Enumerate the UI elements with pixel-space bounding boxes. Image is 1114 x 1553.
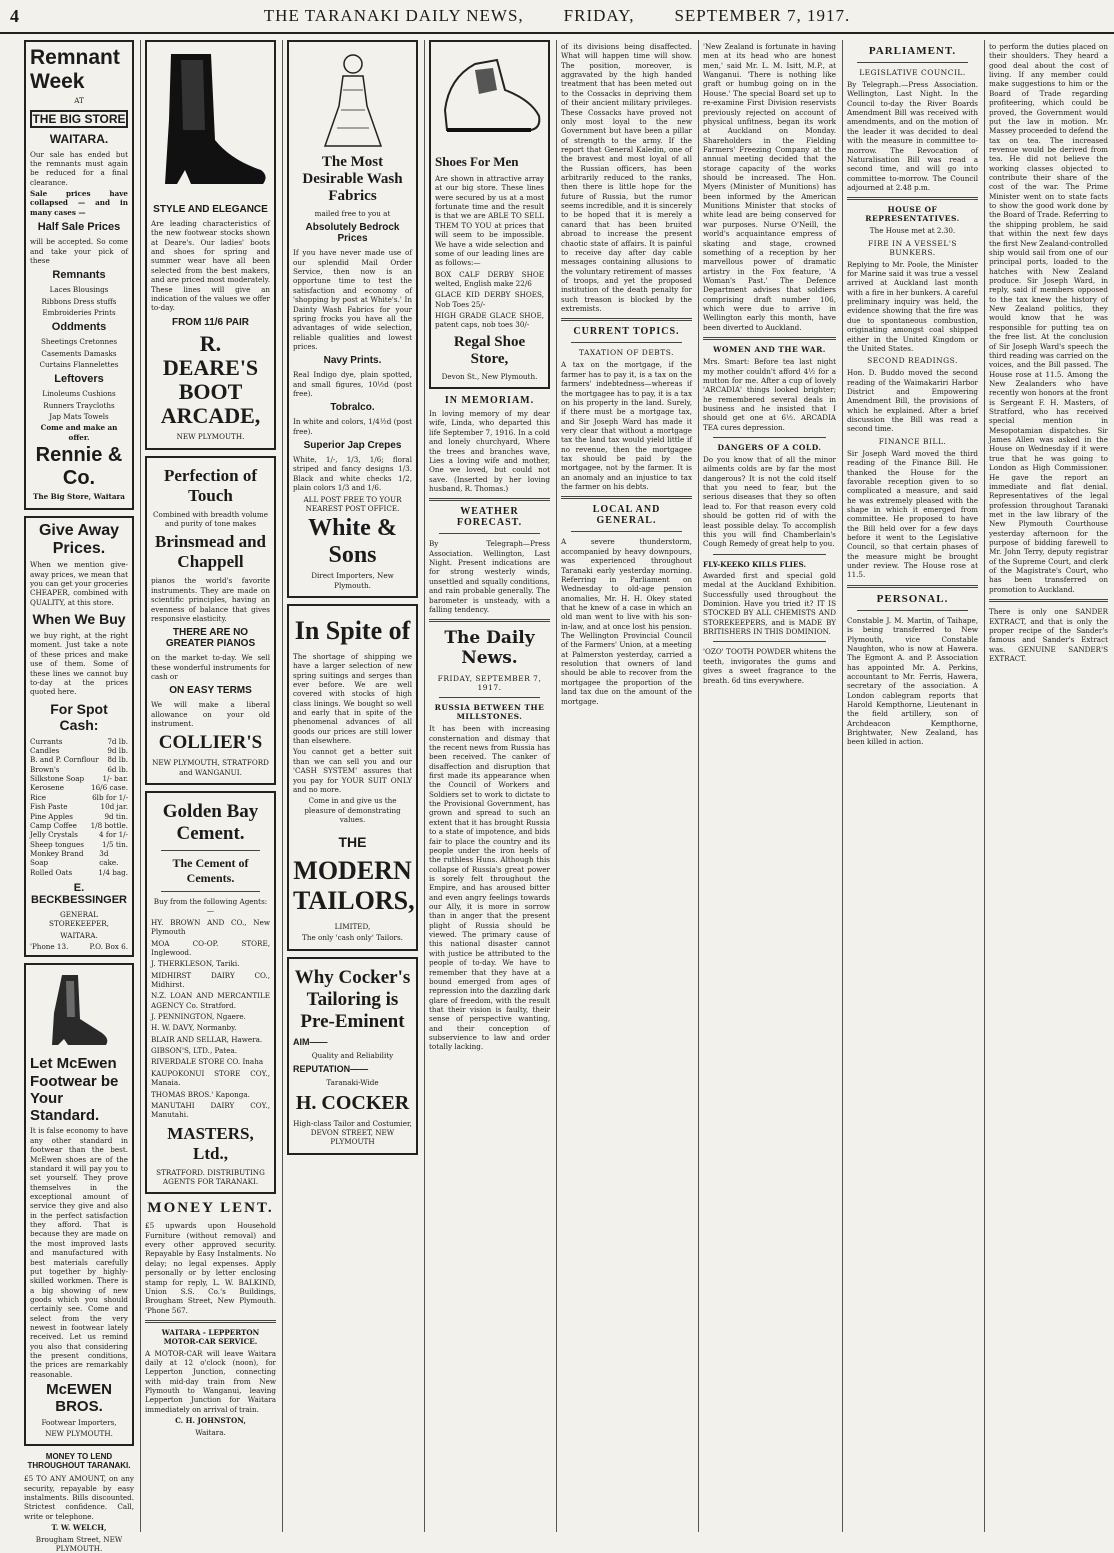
taxation-text: A tax on the mortgage, if the farmer has to pay it, is a tax on the farmers' indebtedness—whereas if the mortgagee has to pay, it is a tax on his property in the land. Surely, if there must be a mortgage tax, and Sir Joseph Ward has made it very clear that without a mortgage tax the land tax would yield little if no revenue, then the mortgagee tax should be paid by the mortgagee, not by the farmer. It is an anomaly and an injustice to tax the farmer on his debts.	[561, 360, 692, 492]
fly-keeko-heading: FLY-KEEKO KILLS FLIES.	[703, 559, 806, 569]
crepes-heading: Superior Jap Crepes	[303, 440, 402, 452]
finance-heading: FINANCE BILL.	[878, 436, 947, 446]
parliament-heading: PARLIAMENT.	[868, 45, 957, 57]
money-lent-ad	[145, 1200, 276, 1315]
navy-text: Real Indigo dye, plain spotted, and small figures, 10½d (post free).	[293, 370, 412, 399]
price-item: Rolled Oats	[30, 867, 73, 877]
women-war-heading: WOMEN AND THE WAR.	[713, 345, 826, 355]
reputation-text: Taranaki-Wide	[326, 1078, 379, 1088]
agent-item: THOMAS BROS.' Kaponga.	[151, 1089, 250, 1099]
mcewen-title: Let McEwen Footwear be Your Standard.	[30, 1055, 119, 1125]
leader-heading: RUSSIA BETWEEN THE MILLSTONES.	[434, 703, 545, 722]
navy-heading: Navy Prints.	[323, 355, 382, 367]
column-4	[424, 40, 554, 1532]
beckbessinger-phone: 'Phone 13.	[30, 942, 69, 952]
easy-terms-heading: ON EASY TERMS	[169, 685, 252, 697]
perfection-text: Combined with breadth volume and purity of tone makes	[153, 509, 268, 529]
local-general-text: A severe thunderstorm, accompanied by heavy downpours, was experienced throughout Taranaki early yesterday morning. Referring in Parliament on Wednesday to old-age pension anomalies, Mr. H. H. Okey stated that he knew of a case in which an old man went to live with his son-in-law, and at once lost his pension. The Wellington Provincial Council of the Farmers' Union, at a meeting at Palmerston yesterday, carried a resolution that owners of land should be able to recover from the mortgagee the proportion of the land tax due on the amount of the mortgage.	[561, 537, 692, 706]
price-row	[30, 765, 128, 774]
newspaper-title: THE TARANAKI DAILY NEWS,	[263, 6, 524, 25]
shoes-list-item: HIGH GRADE GLACE SHOE, patent caps, nob toes 30/-	[435, 311, 544, 330]
come-offer-text: Come and make an offer.	[40, 423, 118, 442]
oddments-item: Curtains Flannelettes	[39, 360, 119, 370]
cocker-heading: Why Cocker's Tailoring is Pre-Eminent	[294, 966, 411, 1032]
price-row	[30, 812, 128, 821]
price-value: 4 for 1/-	[99, 830, 128, 840]
welch-name: T. W. WELCH,	[51, 1523, 107, 1533]
style-text: Are leading characteristics of the new footwear stocks shown at Deare's. Our ladies' boots and shoes for spring and summer wear have all been selected from the best makers, and are priced most moderately. These lines will give an indication of the values we offer to-day.	[151, 219, 270, 313]
column-8	[984, 40, 1112, 1532]
beckbessinger-contact	[30, 942, 128, 951]
leftovers-item: Jap Mats Towels	[49, 412, 109, 422]
beckbessinger-town: WAITARA.	[60, 930, 98, 940]
column-2	[140, 40, 280, 1532]
fire-text: Replying to Mr. Poole, the Minister for Marine said it was true a vessel arrived at Auckland last month with a fire in her bunkers. A careful preliminary inquiry was held, the evidence showing that the fire was due to spontaneous combustion, originating amongst coal shipped either in the United Kingdom or the United States.	[847, 259, 978, 353]
agent-item: J. PENNINGTON, Ngaere.	[151, 1012, 246, 1022]
agents-list	[151, 918, 270, 1120]
giveaway-title: Give Away Prices.	[38, 521, 120, 557]
agent-item: J. THERKLESON, Tariki.	[151, 959, 240, 969]
price-row	[30, 868, 128, 877]
house-time: The House met at 2.30.	[869, 226, 956, 236]
beckbessinger-role: GENERAL STOREKEEPER,	[49, 910, 109, 929]
column-6	[698, 40, 840, 1532]
agent-item: MOA CO-OP. STORE, Inglewood.	[151, 938, 270, 957]
dateline: FRIDAY, SEPTEMBER 7, 1917.	[437, 674, 542, 693]
current-topics-heading: CURRENT TOPICS.	[573, 326, 680, 338]
mcewen-text: It is false economy to have any other standard in footwear than the best. McEwen shoes are of the standard it will pay you to set yourself. They prove themselves in the exceptional amount of service they give and also in the perfect satisfaction they afford. That is because they are made on the most improved lasts and manufactured with best materials carefully put together by highly-skilled workmen. There is a big showing of new goods which you should certainly see. Come and select from the very newest in footwear lately received. Let us remind you also that considering the present conditions, the prices are remarkably reasonable.	[30, 1126, 128, 1379]
mcewen-town: NEW PLYMOUTH.	[45, 1429, 113, 1439]
price-value: 3d cake.	[99, 848, 119, 868]
white-sons-name: White & Sons	[308, 515, 397, 569]
leader-text: It has been with increasing consternation and dismay that the recent news from Russia has been received. The canker of disaffection and disruption that first made its appearance when the Council of Workers and Soldiers set to work to dictate to the Provisional Government, has grown and spread to such an extent that it has brought Russia to a state of impotence, and bids fair to place the country and its people under the iron heels of the ruthless Huns. Although this collapse of Russia's great power is sorely felt throughout the Empire, and has aroused bitter and even angry feelings towards our Ally, it is more in sorrow than in anger that the present plight of Russia should be viewed. The primary cause of this national disaster cannot with justice be attributed to the people of to-day. We have to remember that they have at a bound emerged from ages of repression into the dazzling dark glare of freedom, with the result that their vision is faulty, their sense of perspective wanting, and their conception of subservience to law and order totally lacking.	[429, 724, 550, 1052]
agent-item: MIDHIRST DAIRY CO., Midhirst.	[151, 970, 270, 989]
oddments-heading: Oddments	[51, 321, 107, 334]
limited-text: LIMITED,	[334, 922, 371, 932]
parliament-continued-text: to perform the duties placed on their shoulders. They heard a good deal about the cost of living. If any member could make suggestions to him or the Board of Trade regarding profiteering, which could be proved, the Government would put the law in motion. Mr. Massey proceeded to defend the tax on tea. The increased revenue would be derived from tea. He did not believe the working classes objected to contribute their share of the cost of the war. The Prime Minister went on to state facts to show the good work done by the Board of Trade. Referring to the shipping problem, he said that within the next few days the first New Zealand-controlled ship would sail from one of our principal ports, loaded to the hatches with New Zealand produce. Sir Joseph Ward, in reply, said if members opposed to the tax knew the history of New Zealand politics, they would know that he was responsible for putting tea on the free list. At the conclusion of Sir Joseph Ward's speech the third reading was carried on the voices, and the Bill passed. The House rose at 11.5. Among the New Zealanders who have recently won honors at the front is Sergeant F. H. Masters, of Stratford, who has received special mention in Mesopotamian dispatches. Sir James Allen was asked in the House on Wednesday if it were true that he was going to London as High Commissioner. He gave the report an immediate and flat denial. Representatives of the legal profession throughout Taranaki met in the law library of the New Plymouth Courthouse yesterday afternoon for the purpose of bidding farewell to Mr. John Terry, deputy registrar of the Supreme Court, and clerk of the Magistrate's Court, who has been transferred on promotion to Auckland.	[989, 42, 1108, 594]
motorcar-heading: WAITARA - LEPPERTON MOTOR-CAR SERVICE.	[161, 1327, 260, 1347]
modern-tailors-ad	[287, 604, 418, 951]
price-row	[30, 783, 128, 792]
oddments-item: Casements Damasks	[41, 348, 117, 358]
price-row	[30, 849, 128, 868]
cocker-ad	[287, 957, 418, 1155]
lady-figure-icon	[313, 50, 393, 150]
agent-item: HY. BROWN AND CO., New Plymouth	[151, 917, 270, 937]
price-value: 9d lb.	[107, 746, 128, 755]
column-1	[20, 40, 138, 1553]
modern-heading: MODERN TAILORS,	[293, 856, 415, 916]
half-sale-text: will be accepted. So come and take your pick of these	[30, 237, 128, 265]
dangers-cold-text: Do you know that of all the minor ailments colds are by far the most dangerous? It is not the cold itself that you need to fear, but the serious diseases that they so often lead to. For that reason every cold should be gotten rid of with the least possible delay. To accomplish this you will find Chamberlain's Cough Remedy of great help to you.	[703, 455, 836, 549]
reputation-heading: REPUTATION——	[293, 1064, 369, 1075]
price-item: Kerosene	[30, 783, 65, 793]
spot-cash-heading: For Spot Cash:	[50, 700, 108, 733]
money-lent-heading: MONEY LENT.	[147, 1200, 274, 1217]
daily-news-heading: The Daily News.	[444, 628, 535, 669]
masters-name: MASTERS, Ltd.,	[167, 1123, 254, 1163]
white-sons-sub: Direct Importers, New Plymouth.	[311, 571, 394, 590]
deare-town: NEW PLYMOUTH.	[176, 432, 245, 442]
demo-text: Come in and give us the pleasure of demonstrating values.	[304, 796, 401, 824]
regal-shoe-ad	[429, 40, 550, 389]
price-row	[30, 793, 128, 802]
johnston-name: C. H. JOHNSTON,	[175, 1416, 246, 1426]
money-lend-ad	[24, 1452, 134, 1553]
price-row	[30, 746, 128, 755]
issue-day: FRIDAY,	[563, 6, 635, 25]
price-row	[30, 840, 128, 849]
price-list	[30, 737, 128, 877]
regal-name: Regal Shoe Store,	[453, 333, 526, 367]
price-item: B. and P. Cornflour	[30, 755, 99, 765]
motorcar-text: A MOTOR-CAR will leave Waitara daily at 12 o'clock (noon), for Lepperton Junction, connecting with mid-day train from New Plymouth to Wanganui, leaving Lepperton Junction for Waitara immediately on arrival of train.	[145, 1348, 276, 1414]
page-number: 4	[10, 6, 20, 26]
weather-heading: WEATHER FORECAST.	[456, 506, 523, 529]
legislative-heading: LEGISLATIVE COUNCIL.	[859, 68, 966, 77]
dangers-cold-heading: DANGERS OF A COLD.	[717, 443, 822, 453]
regal-sub: Devon St., New Plymouth.	[441, 371, 538, 381]
brinsmead-text: pianos the world's favorite instruments. They are made on scientific principles, having an evenness of balance that gives responsive elasticity.	[151, 576, 270, 623]
price-value: 7d lb.	[107, 736, 128, 746]
remnant-town: WAITARA.	[49, 131, 109, 146]
sale-prices-text: Sale prices have collapsed — and in many cases —	[30, 189, 128, 217]
giveaway-prices-ad	[24, 516, 134, 958]
price-value: 9d tin.	[104, 811, 128, 821]
price-item: Brown's	[30, 764, 60, 774]
welch-address: Brougham Street, NEW PLYMOUTH.	[35, 1534, 123, 1553]
price-item: Monkey Brand Soap	[30, 848, 84, 868]
remnant-week-ad	[24, 40, 134, 510]
price-item: Rice	[30, 792, 46, 802]
fly-keeko-text: Awarded first and special gold medal at the Auckland Exhibition. Successfully used throughout the Dominion. Have you tried it? IT IS STOCKED BY ALL CHEMISTS AND STOREKEEPERS, and is MADE BY BRITISHERS IN THIS DOMINION.	[703, 570, 836, 637]
price-row	[30, 821, 128, 830]
price-item: Sheep tongues	[30, 839, 84, 849]
from-price: FROM 11/6 PAIR	[171, 316, 250, 328]
money-lend-text: £5 TO ANY AMOUNT, on any security, repayable by easy instalments. Bills discounted. Strictest confidence. Call, write or telephone.	[24, 1474, 134, 1521]
perfection-heading: Perfection of Touch	[164, 465, 257, 505]
price-value: 10d jar.	[100, 802, 128, 812]
giveaway-text: When we mention give-away prices, we mean that you can get your groceries CHEAPER, combined with QUALITY, at this store.	[30, 560, 128, 607]
second-readings-text: Hon. D. Buddo moved the second reading of the Waimakariri Harbor District and Empowering Amendment Bill, the provisions of which he explained. After a brief discussion the Bill was read a second time.	[847, 368, 978, 434]
shoes-text: Are shown in attractive array at our big store. These lines were secured by us at a most fortunate time and the result is that we are ABLE TO SELL THEM TO YOU at prices that will seem to be impossible. We have a wide selection and some of our leading lines are as follows:—	[435, 174, 544, 268]
no-greater-heading: THERE ARE NO GREATER PIANOS	[165, 627, 256, 650]
desirable-text: If you have never made use of our splendid Mail Order Service, then now is an opportune time to test the satisfaction and economy of 'shopping by post at White's.' In Dainty Wash Fabrics for your spring frocks you have all the advantages of wide selection, reliable qualities and lowest prices.	[293, 248, 412, 351]
price-value: 6d lb.	[107, 764, 128, 774]
price-row	[30, 830, 128, 839]
mcewen-sub: Footwear Importers,	[41, 1417, 117, 1427]
issue-date: SEPTEMBER 7, 1917.	[674, 6, 851, 25]
remnants-item: Ribbons Dress stuffs	[41, 296, 117, 306]
cash-system-text: You cannot get a better suit than we can sell you and our 'CASH SYSTEM' assures that you pay for YOUR SUIT ONLY and no more.	[293, 747, 412, 794]
the-heading: THE	[338, 834, 367, 851]
taxation-heading: TAXATION OF DEBTS.	[578, 348, 675, 358]
masters-sub: STRATFORD. DISTRIBUTING AGENTS FOR TARANAKI.	[156, 1167, 265, 1186]
price-item: Jelly Crystals	[30, 830, 78, 840]
leftovers-item: Linoleums Cushions	[42, 389, 116, 399]
big-store-logo: THE BIG STORE	[30, 110, 128, 128]
post-free-text: ALL POST FREE TO YOUR NEAREST POST OFFICE.	[303, 494, 402, 513]
local-continued-text: 'New Zealand is fortunate in having men at its head who are honest men,' said Mr. L. M. Isitt, M.P., at Wanganui. 'There is nothing like graft or humbug going on in the House.' The special Board set up to re-examine First Division reservists previously rejected on account of physical unfitness, began its work at Auckland on Monday. Shareholders in the Fielding Farmers' Freezing Company at the annual meeting decided that the storage capacity of the works should be increased. The Hon. Myers (Minister of Munitions) has been informed by the American Munitions Minister that stocks of white lead are being conserved for war purposes. Nurse O'Neill, the world's acquaintance empress of skating and stage, crowned something of a reception by her marvellous power of dramatic artistry in the Fox feature, 'A Woman's Past.' The Defence Department advises that soldiers comprising draft number 106, which were due to arrive in Wellington early this month, have been diverted to Auckland.	[703, 42, 836, 332]
price-item: Currants	[30, 736, 63, 746]
fire-heading: FIRE IN A VESSEL'S BUNKERS.	[867, 238, 958, 257]
agent-item: N.Z. LOAN AND MERCANTILE AGENCY Co. Stratford.	[151, 991, 270, 1010]
women-war-text: Mrs. Smart: Before tea last night my mother couldn't afford 4½ for a mutton for me. After a cup of lovely 'ARCADIA' things looked brighter; he remembered several deals in business and he insisted that I should get one at 6½. ARCADIA TEA cures depression.	[703, 357, 836, 432]
local-general-heading: LOCAL AND GENERAL.	[592, 504, 661, 527]
mens-shoe-icon	[435, 50, 545, 150]
price-row	[30, 774, 128, 783]
crepes-text: White, 1/-, 1/3, 1/6; floral striped and fancy designs 1/3. Black and white checks 1/2, plain colors 1/3 and 1/6.	[293, 455, 412, 493]
masthead	[0, 0, 1114, 34]
colliers-name: COLLIER'S	[158, 732, 263, 754]
when-buy-text: we buy right, at the right moment. Just take a note of these prices and make use of them. Some of these lines we cannot buy to-day at the prices quoted here.	[30, 631, 128, 697]
personal-text: Constable J. M. Martin, of Taihape, is being transferred to New Plymouth, vice Constable Naughton, who is now at Hawera. The Egmont A. and P. Association has appointed Mr. A. Perkins, accountant to Mr. Ferris, Hawera, secretary of the association. A London cablegram reports that Harold Kempthorne, Lieutenant in the field artillery, son of Archdeacon Kempthorne, Brightwater, New Zealand, has been killed in action.	[847, 615, 978, 747]
in-spite-text: The shortage of shipping we have a larger selection of new spring suitings and serges than ever before. We are well covered with stocks of high class linings. We bought so well and early that in spite of the phenomenal advances of all goods our prices are still lower than elsewhere.	[293, 651, 412, 746]
golden-bay-cement-ad	[145, 791, 276, 1194]
golden-bay-heading: Golden Bay Cement.	[162, 801, 259, 845]
johnston-town: Waitara.	[195, 1427, 226, 1437]
shoes-list-item: GLACE KID DERBY SHOES, Nob Toes 25/-	[435, 290, 544, 309]
money-lent-text: £5 upwards upon Household Furniture (without removal) and every other approved security. Repayable by Easy Instalments. No delay; no legal expenses. Apply personally or by letter enclosing stamp for reply, L. W. BALKIND, Union S.S. Co.'s Buildings, Brougham Street, New Plymouth. 'Phone 567.	[145, 1221, 276, 1315]
column-7	[842, 40, 982, 1532]
rennie-sub: The Big Store, Waitara	[33, 492, 125, 502]
ozo-text: 'OZO' TOOTH POWDER whitens the teeth, invigorates the gums and gives a sweet fragrance to the breath. 6d tins everywhere.	[703, 647, 836, 685]
tobralco-text: In white and colors, 1/4½d (post free).	[293, 417, 412, 436]
style-heading: STYLE AND ELEGANCE	[153, 204, 268, 215]
second-readings-heading: SECOND READINGS.	[867, 356, 958, 366]
memoriam-heading: IN MEMORIAM.	[444, 395, 535, 407]
remnant-text: Our sale has ended but the remnants must again be reduced for a final clearance.	[30, 149, 128, 187]
price-item: Fish Paste	[30, 802, 68, 812]
price-item: Camp Coffee	[30, 820, 77, 830]
house-heading: HOUSE OF REPRESENTATIVES.	[865, 205, 960, 224]
in-spite-heading: In Spite of	[294, 615, 411, 645]
price-value: 6lb for 1/-	[92, 792, 128, 802]
desirable-sub: mailed free to you at	[314, 209, 391, 218]
sander-text: There is only one SANDER EXTRACT, and that is only the proper recipe of the Sander's famous and Sander's Extract was. GENUINE SANDER'S EXTRACT.	[989, 607, 1108, 663]
column-3	[282, 40, 422, 1532]
price-item: Pine Apples	[30, 811, 73, 821]
finance-text: Sir Joseph Ward moved the third reading of the Finance Bill. He thanked the House for the favorable reception given to so complicated a measure, and said he was extremely pleased with the shape in which it emerged from committee. He proposed to have the Bill held over for a few days before it went to the Legislative Council, so that certain phases of the measure might be brought under review. The House rose at 11.5.	[847, 448, 978, 580]
agent-item: RIVERDALE STORE CO. Inaha	[151, 1057, 264, 1067]
remnant-at: AT	[74, 96, 84, 106]
ladies-shoe-icon	[151, 50, 271, 200]
desirable-heading: The Most Desirable Wash Fabrics	[302, 154, 403, 204]
collier-piano-ad	[145, 456, 276, 785]
agent-item: H. W. DAVY, Normanby.	[151, 1023, 237, 1033]
price-value: 16/6 case.	[91, 783, 128, 793]
remnant-title: Remnant Week	[30, 46, 120, 94]
remnants-heading: Remnants	[52, 269, 106, 282]
agent-item: MANUTAHI DAIRY COY., Manutahi.	[151, 1100, 270, 1120]
personal-heading: PERSONAL.	[876, 592, 949, 605]
white-sons-ad	[287, 40, 418, 598]
price-row	[30, 755, 128, 764]
mcewen-name: McEWEN BROS.	[46, 1381, 112, 1416]
oddments-item: Sheetings Cretonnes	[40, 337, 118, 347]
beckbessinger-name: E. BECKBESSINGER	[31, 882, 127, 907]
cocker-name: H. COCKER	[295, 1091, 410, 1114]
price-value: 1/5 tin.	[102, 839, 128, 849]
bedrock-heading: Absolutely Bedrock Prices	[305, 222, 400, 245]
agent-item: BLAIR AND SELLAR, Hawera.	[151, 1034, 263, 1044]
weather-text: By Telegraph—Press Association. Wellington, Last Night. Present indications are for strong westerly winds, unsettled and squally conditions, and rain probable generally. The barometer is unsteady, with a falling tendency.	[429, 539, 550, 614]
womens-boot-icon	[44, 973, 114, 1051]
buy-from-text: Buy from the following Agents:—	[153, 897, 268, 916]
beckbessinger-pobox: P.O. Box 6.	[89, 942, 128, 952]
brinsmead-heading: Brinsmead and Chappell	[155, 532, 266, 572]
motorcar-ad	[145, 1328, 276, 1437]
half-sale-heading: Half Sale Prices	[37, 221, 121, 234]
memoriam-text: In loving memory of my dear wife, Linda, who departed this life September 7, 1916. In a cold and lonely churchyard, Where the trees and branches wave, Lies a loving wife and mother, One we loved, but could not save. (Inserted by her loving husband, R. Thomas.)	[429, 409, 550, 493]
aim-heading: AIM——	[293, 1036, 328, 1047]
legislative-text: By Telegraph.—Press Association. Wellington, Last Night. In the Council to-day the River Boards Amendment Bill was received with amendments, and on the motion of the leader it was decided to deal with the measure in committee to-morrow. The Revocation of Naturalisation Bill was read a second time, and will go into committee to-morrow. The Council adjourned at 2.48 p.m.	[847, 80, 978, 192]
agent-item: KAUPOKONUI STORE COY., Manaia.	[151, 1068, 270, 1088]
cash-only-text: The only 'cash only' Tailors.	[302, 933, 403, 943]
market-text: on the market to-day. We sell these wonderful instruments for cash or	[151, 653, 270, 681]
price-value: 1/- bar.	[102, 774, 128, 784]
leftovers-heading: Leftovers	[54, 373, 104, 386]
leader-continued-text: of its divisions being disaffected. What will happen time will show. The position, moreover, is aggravated by the high handed treatment that has been meted out to the Cossacks in depriving them of their ancient military privileges. These Cossacks have proved not only most loyal to the new Government but have been a pillar of strength to the army. If the report that General Kaledin, one of the bravest and most loyal of all the Russian officers, has been arbitrarily reduced to the ranks, then there is little hope for the future of Russia, but the rumor seems incredible, and it is sincerely to be hoped that it is merely a canard that has been bruited abroad to increase the present chaotic state of affairs. It is painful to receive day after day cable messages containing allusions to the voluntary retirement of masses of troops, and yet the proposed institution of the death penalty for such treason is blocked by the extremists.	[561, 42, 692, 314]
cement-heading: The Cement of Cements.	[172, 856, 249, 886]
price-value: 1/8 bottle.	[90, 820, 128, 830]
tobralco-heading: Tobralco.	[330, 402, 375, 414]
agent-item: GIBSON'S, LTD., Patea.	[151, 1046, 238, 1056]
price-row	[30, 802, 128, 811]
price-row	[30, 737, 128, 746]
deare-boot-ad	[145, 40, 276, 450]
leftovers-item: Runners Traycloths	[43, 400, 115, 410]
money-lend-heading: MONEY TO LEND THROUGHOUT TARANAKI.	[27, 1452, 131, 1471]
deare-name: R. DEARE'S BOOT ARCADE,	[160, 330, 261, 429]
colliers-towns: NEW PLYMOUTH, STRATFORD and WANGANUI.	[152, 758, 269, 777]
column-5	[556, 40, 696, 1532]
remnants-item: Laces Blousings	[49, 285, 109, 295]
remnants-item: Embroideries Prints	[42, 307, 116, 317]
price-item: Candles	[30, 746, 60, 755]
price-item: Silkstone Soap	[30, 774, 85, 784]
easy-terms-text: We will make a liberal allowance on your old instrument.	[151, 700, 270, 729]
rennie-name: Rennie & Co.	[35, 444, 123, 490]
cocker-sub: High-class Tailor and Costumier, DEVON STREET, NEW PLYMOUTH	[293, 1118, 412, 1147]
shoes-list-item: BOX CALF DERBY SHOE welted, English make 22/6	[435, 269, 544, 288]
shoes-heading: Shoes For Men	[435, 154, 519, 169]
price-value: 8d lb.	[107, 755, 128, 765]
price-value: 1/4 bag.	[98, 867, 128, 877]
when-buy-heading: When We Buy	[32, 611, 126, 628]
mcewen-ad	[24, 963, 134, 1446]
aim-text: Quality and Reliability	[311, 1050, 394, 1060]
